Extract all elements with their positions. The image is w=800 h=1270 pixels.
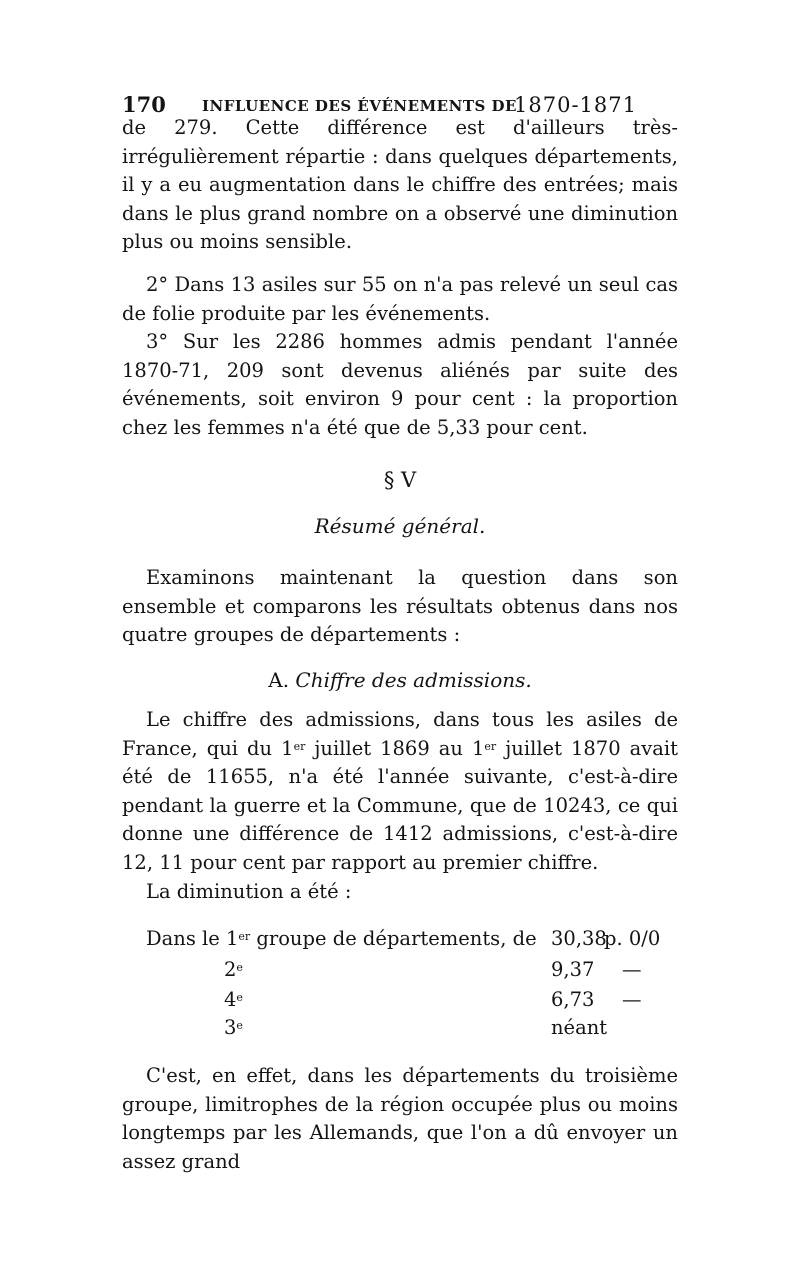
paragraph-closing: C'est, en effet, dans les départements du troisième groupe, limitrophes de la région occupée plus ou moins longtemps par les Allemands, que l'on a dû envoyer un assez grand xyxy=(122,1064,678,1173)
running-head: INFLUENCE DES ÉVÉNEMENTS DE xyxy=(202,97,517,115)
paragraph-point-3: 3° Sur les 2286 hommes admis pendant l'année 1870-71, 209 sont devenus aliénés par suite des événements, soit environ 9 pour cent : la proportion chez les femmes n'a été que de 5,33 pour cent. xyxy=(122,330,678,439)
table-row xyxy=(146,1013,682,1043)
row-unit: — xyxy=(622,958,642,981)
paragraph-intro: Examinons maintenant la question dans son ensemble et comparons les résultats obtenus dans nos quatre groupes de départements : xyxy=(122,566,678,647)
row-group-number: 2e xyxy=(224,958,243,981)
row-unit: p. 0/0 xyxy=(604,927,661,950)
row-value: néant xyxy=(551,1016,608,1039)
ordinal-suffix: er xyxy=(293,739,306,753)
row-group-number: 4e xyxy=(224,988,243,1011)
row-unit: — xyxy=(622,988,642,1011)
ordinal-suffix: er xyxy=(484,739,497,753)
paragraph-diminution: La diminution a été : xyxy=(146,880,352,903)
subsection-letter: A. xyxy=(268,668,290,692)
running-head-years: 1870-1871 xyxy=(514,93,637,117)
row-value: 9,37 xyxy=(551,958,595,981)
table-row xyxy=(146,924,682,954)
paragraph-point-2: 2° Dans 13 asiles sur 55 on n'a pas relevé un seul cas de folie produite par les événements. xyxy=(122,273,678,325)
page-number: 170 xyxy=(122,92,166,117)
section-title: Résumé général. xyxy=(314,514,486,538)
admissions-text-3: juillet 1870 avait été de 11655, n'a été l'année suivante, c'est-à-dire pendant la guerre et la Commune, que de 10243, ce qui donne une différence de 1412 admissions, c'est-à-dire 12, 11 pour cent par rapport au premier chiffre. xyxy=(122,736,678,874)
row-label: Dans le 1er groupe de départements, de xyxy=(146,927,537,950)
paragraph-continued: de 279. Cette différence est d'ailleurs très-irrégulièrement répartie : dans quelques départements, il y a eu augmentation dans le chiffre des entrées; mais dans le plus grand nombre on a observé une diminution plus ou moins sensible. xyxy=(122,116,678,254)
subsection-heading: Chiffre des admissions. xyxy=(295,668,532,692)
section-mark: § V xyxy=(383,468,417,492)
row-value: 6,73 xyxy=(551,988,595,1011)
subsection-title xyxy=(0,668,800,692)
admissions-text-1: Le chiffre des admissions, dans tous les asiles de France, qui du 1 xyxy=(122,708,678,760)
table-row xyxy=(146,985,682,1015)
row-value: 30,38 xyxy=(551,927,607,950)
row-group-number: 3e xyxy=(224,1016,243,1039)
table-row xyxy=(146,955,682,985)
paragraph-admissions xyxy=(122,706,678,878)
admissions-text-2: juillet 1869 au 1 xyxy=(305,736,485,760)
